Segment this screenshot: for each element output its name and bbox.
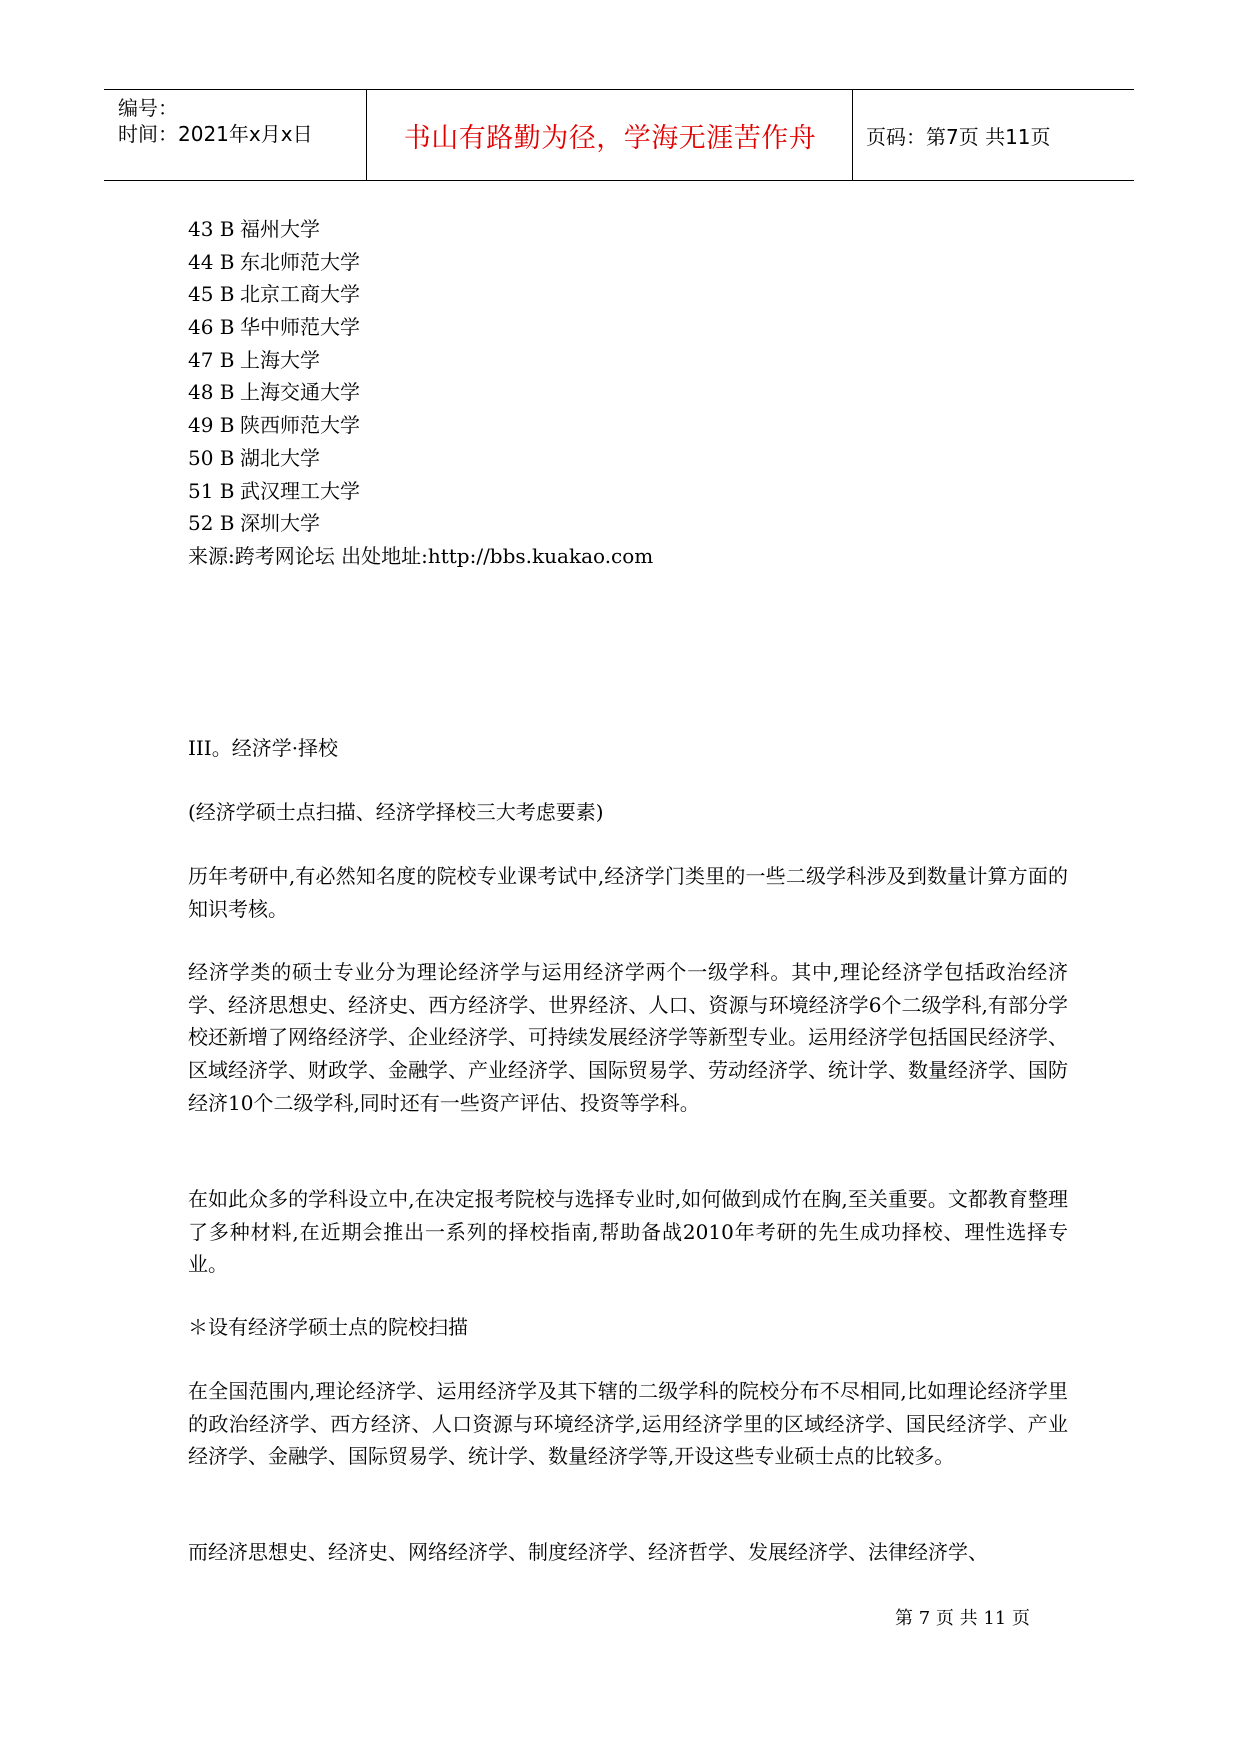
list-item bbox=[188, 409, 1068, 442]
list-item-name: 福州大学 bbox=[240, 217, 320, 241]
list-item-number: 43 B bbox=[188, 217, 235, 241]
list-item-name: 上海交通大学 bbox=[240, 380, 360, 405]
header-motto: 书山有路勤为径，学海无涯苦作舟 bbox=[403, 122, 817, 154]
paragraph: 而经济思想史、经济史、网络经济学、制度经济学、经济哲学、发展经济学、法律经济学、 bbox=[188, 1540, 988, 1564]
header-divider bbox=[366, 90, 367, 180]
header-meta bbox=[118, 90, 366, 180]
list-item-number: 48 B bbox=[188, 380, 235, 405]
list-item-number: 44 B bbox=[188, 249, 235, 274]
list-item-number: 51 B bbox=[188, 478, 235, 503]
source-line: 来源:跨考网论坛 出处地址:http://bbs.kuakao.com bbox=[188, 543, 654, 568]
header-page-label: 页码：第7页 共11页 bbox=[866, 124, 1051, 149]
section-subtitle: (经济学硕士点扫描、经济学择校三大考虑要素) bbox=[188, 800, 604, 824]
list-item bbox=[188, 213, 1068, 246]
list-item bbox=[188, 278, 1068, 311]
paragraph: 在如此众多的学科设立中,在决定报考院校与选择专业时,如何做到成竹在胸,至关重要。文都教育整理了多种材料,在近期会推出一系列的择校指南,帮助备战2010年考研的先生成功择校、理性选择专业。 bbox=[188, 1187, 1068, 1277]
list-item-number: 45 B bbox=[188, 282, 235, 307]
paragraph: 在全国范围内,理论经济学、运用经济学及其下辖的二级学科的院校分布不尽相同,比如理论经济学里的政治经济学、西方经济、人口资源与环境经济学,运用经济学里的区域经济学、国民经济学、产业经济学、金融学、国际贸易学、统计学、数量经济学等,开设这些专业硕士点的比较多。 bbox=[188, 1379, 1068, 1469]
list-item-name: 武汉理工大学 bbox=[240, 478, 360, 503]
section-title: III。经济学·择校 bbox=[188, 736, 339, 760]
list-item-name: 深圳大学 bbox=[240, 511, 320, 536]
list-item-name: 湖北大学 bbox=[240, 445, 320, 470]
university-list bbox=[188, 213, 1068, 573]
list-item-number: 49 B bbox=[188, 413, 235, 438]
paragraph: 历年考研中,有必然知名度的院校专业课考试中,经济学门类里的一些二级学科涉及到数量计算方面的知识考核。 bbox=[188, 864, 1068, 921]
list-item-name: 东北师范大学 bbox=[240, 249, 360, 274]
list-item-name: 华中师范大学 bbox=[240, 315, 360, 340]
page-footer: 第 7 页 共 11 页 bbox=[895, 1608, 1030, 1629]
list-item bbox=[188, 507, 1068, 540]
list-item-number: 50 B bbox=[188, 445, 235, 470]
list-item-number: 47 B bbox=[188, 347, 235, 372]
list-item bbox=[188, 311, 1068, 344]
header-time-label: 时间：2021年x月x日 bbox=[118, 122, 313, 146]
bullet-heading: ＊设有经济学硕士点的院校扫描 bbox=[188, 1315, 468, 1339]
list-item bbox=[188, 442, 1068, 475]
list-item-name: 陕西师范大学 bbox=[240, 413, 360, 438]
list-item-name: 北京工商大学 bbox=[240, 282, 360, 307]
header-number-label: 编号： bbox=[118, 96, 178, 120]
paragraph: 经济学类的硕士专业分为理论经济学与运用经济学两个一级学科。其中,理论经济学包括政治经济学、经济思想史、经济史、西方经济学、世界经济、人口、资源与环境经济学6个二级学科,有部分学校还新增了网络经济学、企业经济学、可持续发展经济学等新型专业。运用经济学包括国民经济学、区域经济学、财政学、金融学、产业经济学、国际贸易学、劳动经济学、统计学、数量经济学、国防经济10个二级学科,同时还有一些资产评估、投资等学科。 bbox=[188, 960, 1068, 1115]
list-item bbox=[188, 344, 1068, 377]
list-item bbox=[188, 246, 1068, 279]
list-item bbox=[188, 376, 1068, 409]
page-header bbox=[104, 89, 1134, 181]
list-item-number: 46 B bbox=[188, 315, 235, 340]
list-item bbox=[188, 475, 1068, 508]
header-divider bbox=[852, 90, 853, 180]
list-item-number: 52 B bbox=[188, 511, 235, 536]
list-item-name: 上海大学 bbox=[240, 347, 320, 372]
